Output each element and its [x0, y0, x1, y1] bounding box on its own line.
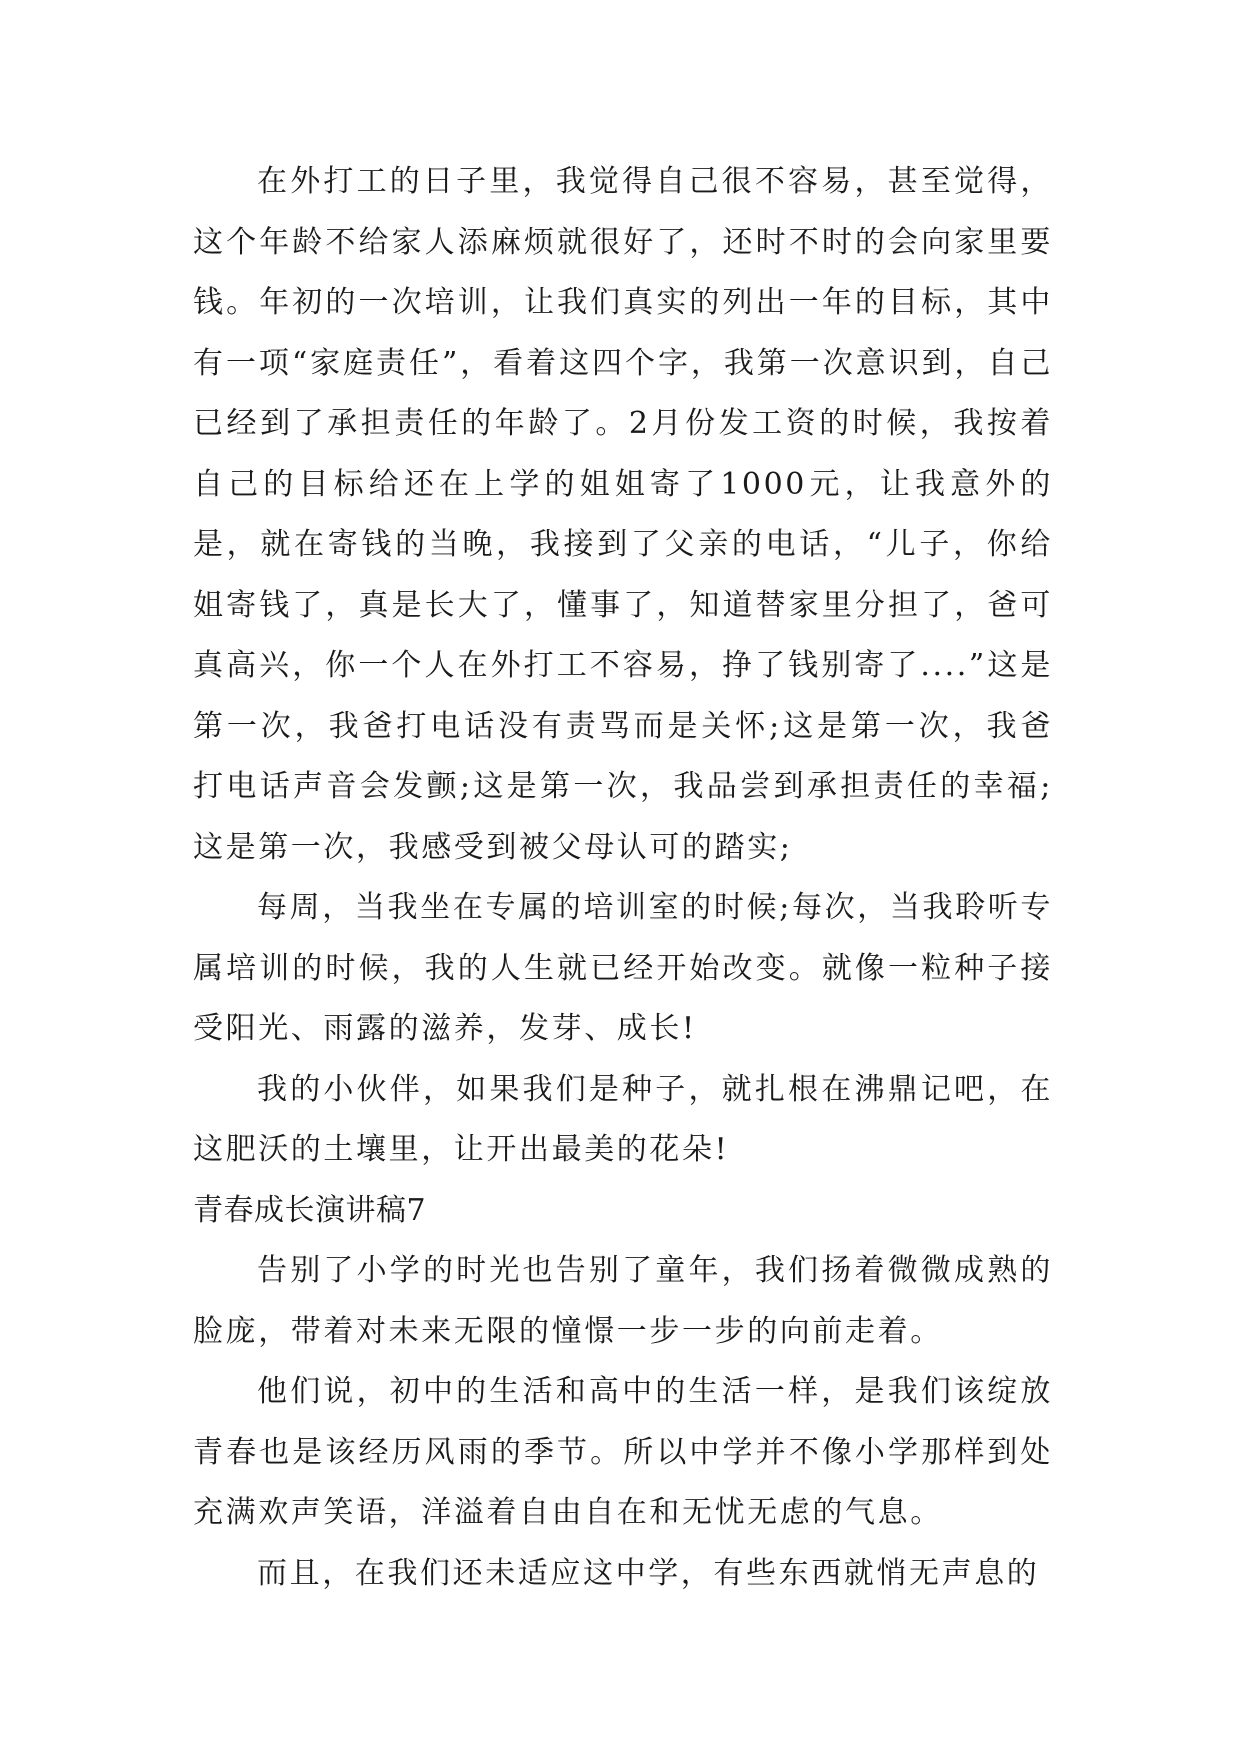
paragraph: 每周，当我坐在专属的培训室的时候;每次，当我聆听专属培训的时候，我的人生就已经开始改变。就像一粒种子接受阳光、雨露的滋养，发芽、成长!	[193, 890, 1053, 1046]
paragraph: 我的小伙伴，如果我们是种子，就扎根在沸鼎记吧，在这肥沃的土壤里，让开出最美的花朵!	[193, 1071, 1053, 1167]
paragraph: 在外打工的日子里，我觉得自己很不容易，甚至觉得，这个年龄不给家人添麻烦就很好了，还时不时的会向家里要钱。年初的一次培训，让我们真实的列出一年的目标，其中有一项“家庭责任”，看着这四个字，我第一次意识到，自己已经到了承担责任的年龄了。2月份发工资的时候，我按着自己的目标给还在上学的姐姐寄了1000元，让我意外的是，就在寄钱的当晚，我接到了父亲的电话，“儿子，你给姐寄钱了，真是长大了，懂事了，知道替家里分担了，爸可真高兴，你一个人在外打工不容易，挣了钱别寄了....”这是第一次，我爸打电话没有责骂而是关怀;这是第一次，我爸打电话声音会发颤;这是第一次，我品尝到承担责任的幸福;这是第一次，我感受到被父母认可的踏实;	[193, 164, 1053, 865]
paragraph: 告别了小学的时光也告别了童年，我们扬着微微成熟的脸庞，带着对未来无限的憧憬一步一步的向前走着。	[193, 1253, 1053, 1349]
document-body	[193, 152, 1053, 1604]
paragraph: 他们说，初中的生活和高中的生活一样，是我们该绽放青春也是该经历风雨的季节。所以中学并不像小学那样到处充满欢声笑语，洋溢着自由自在和无忧无虑的气息。	[193, 1374, 1053, 1530]
paragraph: 而且，在我们还未适应这中学，有些东西就悄无声息的	[257, 1555, 1040, 1591]
section-heading: 青春成长演讲稿7	[193, 1192, 427, 1228]
